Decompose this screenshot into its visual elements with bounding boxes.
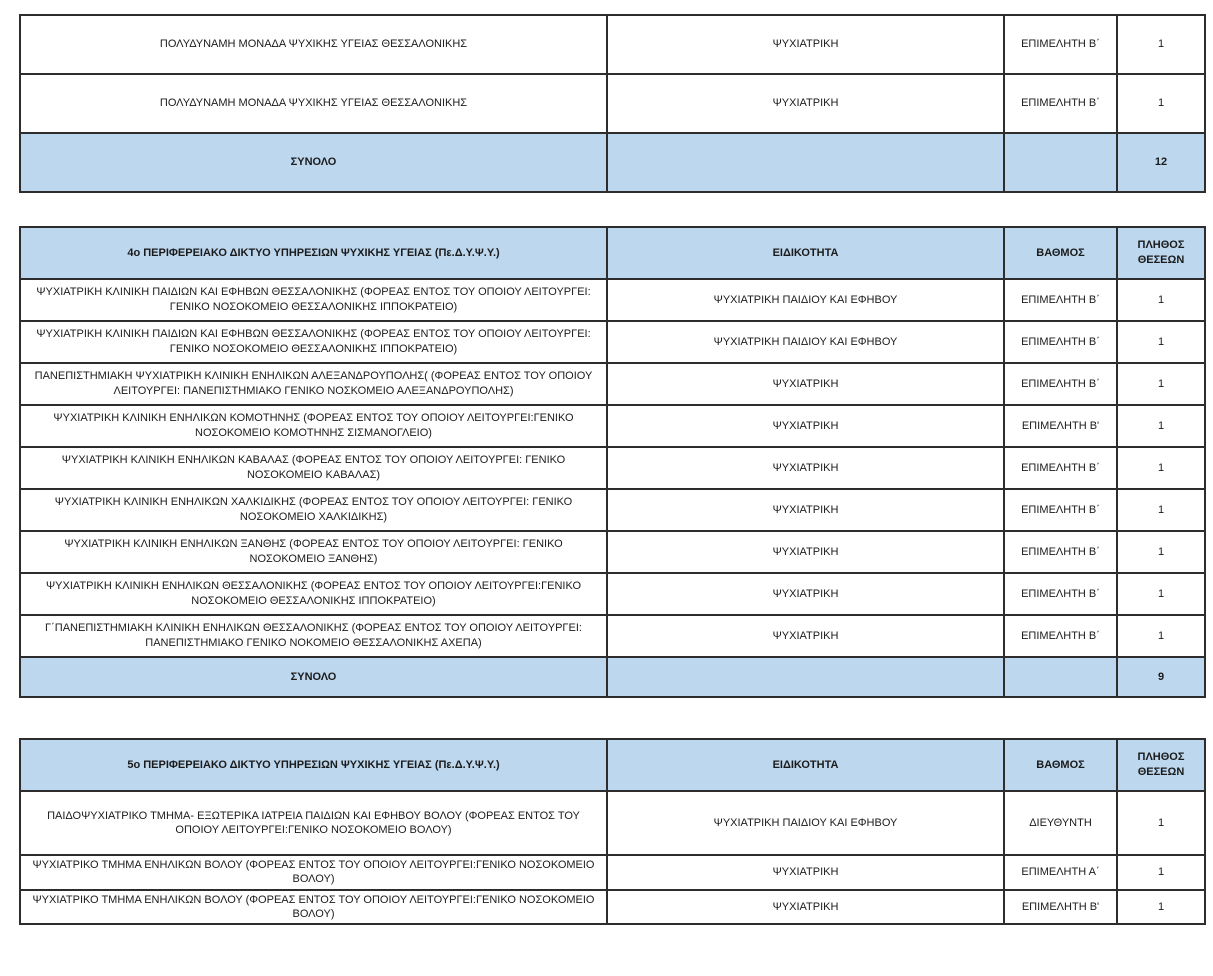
grade-cell: ΕΠΙΜΕΛΗΤΗ Α΄	[1004, 855, 1117, 890]
total-specialty-empty-cell	[607, 133, 1004, 192]
unit-cell: ΠΑΙΔΟΨΥΧΙΑΤΡΙΚΟ ΤΜΗΜΑ- ΕΞΩΤΕΡΙΚΑ ΙΑΤΡΕΙΑ ΠΑΙΔΙΩΝ ΚΑΙ ΕΦΗΒΟΥ ΒΟΛΟΥ (ΦΟΡΕΑΣ ΕΝΤΟΣ ΤΟΥ ΟΠΟΙΟΥ ΛΕΙΤΟΥΡΓΕΙ:ΓΕΝΙΚΟ ΝΟΣΟΚΟΜΕΙΟ ΒΟΛΟΥ)	[20, 791, 607, 855]
positions-cell: 1	[1117, 74, 1205, 133]
positions-cell: 1	[1117, 15, 1205, 74]
table-row	[20, 405, 1205, 447]
total-grade-empty-cell	[1004, 133, 1117, 192]
grade-cell: ΕΠΙΜΕΛΗΤΗ Β΄	[1004, 615, 1117, 657]
table-row	[20, 321, 1205, 363]
total-row	[20, 133, 1205, 192]
grade-cell: ΕΠΙΜΕΛΗΤΗ Β΄	[1004, 74, 1117, 133]
table-row	[20, 363, 1205, 405]
col-header-positions: ΠΛΗΘΟΣ ΘΕΣΕΩΝ	[1117, 739, 1205, 791]
col-header-positions: ΠΛΗΘΟΣ ΘΕΣΕΩΝ	[1117, 227, 1205, 279]
total-label-cell: ΣΥΝΟΛΟ	[20, 657, 607, 697]
network-title: 5ο ΠΕΡΙΦΕΡΕΙΑΚΟ ΔΙΚΤΥΟ ΥΠΗΡΕΣΙΩΝ ΨΥΧΙΚΗΣ ΥΓΕΙΑΣ (Πε.Δ.Υ.Ψ.Υ.)	[20, 739, 607, 791]
grade-cell: ΕΠΙΜΕΛΗΤΗ Β΄	[1004, 15, 1117, 74]
positions-cell: 1	[1117, 447, 1205, 489]
table-row	[20, 615, 1205, 657]
table-row	[20, 573, 1205, 615]
positions-cell: 1	[1117, 363, 1205, 405]
positions-cell: 1	[1117, 890, 1205, 925]
specialty-cell: ΨΥΧΙΑΤΡΙΚΗ ΠΑΙΔΙΟΥ ΚΑΙ ΕΦΗΒΟΥ	[607, 321, 1004, 363]
positions-cell: 1	[1117, 321, 1205, 363]
specialty-cell: ΨΥΧΙΑΤΡΙΚΗ	[607, 15, 1004, 74]
table-row	[20, 531, 1205, 573]
positions-cell: 1	[1117, 615, 1205, 657]
unit-cell: ΠΟΛΥΔΥΝΑΜΗ ΜΟΝΑΔΑ ΨΥΧΙΚΗΣ ΥΓΕΙΑΣ ΘΕΣΣΑΛΟΝΙΚΗΣ	[20, 15, 607, 74]
grade-cell: ΕΠΙΜΕΛΗΤΗ Β΄	[1004, 321, 1117, 363]
unit-cell: ΨΥΧΙΑΤΡΙΚΗ ΚΛΙΝΙΚΗ ΕΝΗΛΙΚΩΝ ΚΑΒΑΛΑΣ (ΦΟΡΕΑΣ ΕΝΤΟΣ ΤΟΥ ΟΠΟΙΟΥ ΛΕΙΤΟΥΡΓΕΙ: ΓΕΝΙΚΟ ΝΟΣΟΚΟΜΕΙΟ ΚΑΒΑΛΑΣ)	[20, 447, 607, 489]
specialty-cell: ΨΥΧΙΑΤΡΙΚΗ	[607, 890, 1004, 925]
grade-cell: ΕΠΙΜΕΛΗΤΗ Β΄	[1004, 447, 1117, 489]
unit-cell: ΨΥΧΙΑΤΡΙΚΗ ΚΛΙΝΙΚΗ ΕΝΗΛΙΚΩΝ ΚΟΜΟΤΗΝΗΣ (ΦΟΡΕΑΣ ΕΝΤΟΣ ΤΟΥ ΟΠΟΙΟΥ ΛΕΙΤΟΥΡΓΕΙ:ΓΕΝΙΚΟ ΝΟΣΟΚΟΜΕΙΟ ΚΟΜΟΤΗΝΗΣ ΣΙΣΜΑΝΟΓΛΕΙΟ)	[20, 405, 607, 447]
unit-cell: ΨΥΧΙΑΤΡΙΚΗ ΚΛΙΝΙΚΗ ΕΝΗΛΙΚΩΝ ΞΑΝΘΗΣ (ΦΟΡΕΑΣ ΕΝΤΟΣ ΤΟΥ ΟΠΟΙΟΥ ΛΕΙΤΟΥΡΓΕΙ: ΓΕΝΙΚΟ ΝΟΣΟΚΟΜΕΙΟ ΞΑΝΘΗΣ)	[20, 531, 607, 573]
col-header-grade: ΒΑΘΜΟΣ	[1004, 739, 1117, 791]
table-row	[20, 791, 1205, 855]
specialty-cell: ΨΥΧΙΑΤΡΙΚΗ ΠΑΙΔΙΟΥ ΚΑΙ ΕΦΗΒΟΥ	[607, 279, 1004, 321]
table-row	[20, 15, 1205, 74]
specialty-cell: ΨΥΧΙΑΤΡΙΚΗ	[607, 447, 1004, 489]
positions-cell: 1	[1117, 855, 1205, 890]
total-row	[20, 657, 1205, 697]
unit-cell: ΨΥΧΙΑΤΡΙΚΗ ΚΛΙΝΙΚΗ ΕΝΗΛΙΚΩΝ ΘΕΣΣΑΛΟΝΙΚΗΣ (ΦΟΡΕΑΣ ΕΝΤΟΣ ΤΟΥ ΟΠΟΙΟΥ ΛΕΙΤΟΥΡΓΕΙ:ΓΕΝΙΚΟ ΝΟΣΟΚΟΜΕΙΟ ΘΕΣΣΑΛΟΝΙΚΗΣ ΙΠΠΟΚΡΑΤΕΙΟ)	[20, 573, 607, 615]
specialty-cell: ΨΥΧΙΑΤΡΙΚΗ	[607, 405, 1004, 447]
col-header-grade: ΒΑΘΜΟΣ	[1004, 227, 1117, 279]
positions-cell: 1	[1117, 279, 1205, 321]
specialty-cell: ΨΥΧΙΑΤΡΙΚΗ ΠΑΙΔΙΟΥ ΚΑΙ ΕΦΗΒΟΥ	[607, 791, 1004, 855]
grade-cell: ΔΙΕΥΘΥΝΤΗ	[1004, 791, 1117, 855]
table-network-4	[19, 226, 1206, 698]
total-value-cell: 9	[1117, 657, 1205, 697]
positions-cell: 1	[1117, 489, 1205, 531]
network-title: 4ο ΠΕΡΙΦΕΡΕΙΑΚΟ ΔΙΚΤΥΟ ΥΠΗΡΕΣΙΩΝ ΨΥΧΙΚΗΣ ΥΓΕΙΑΣ (Πε.Δ.Υ.Ψ.Υ.)	[20, 227, 607, 279]
unit-cell: ΨΥΧΙΑΤΡΙΚΗ ΚΛΙΝΙΚΗ ΕΝΗΛΙΚΩΝ ΧΑΛΚΙΔΙΚΗΣ (ΦΟΡΕΑΣ ΕΝΤΟΣ ΤΟΥ ΟΠΟΙΟΥ ΛΕΙΤΟΥΡΓΕΙ: ΓΕΝΙΚΟ ΝΟΣΟΚΟΜΕΙΟ ΧΑΛΚΙΔΙΚΗΣ)	[20, 489, 607, 531]
table-row	[20, 890, 1205, 925]
unit-cell: ΠΟΛΥΔΥΝΑΜΗ ΜΟΝΑΔΑ ΨΥΧΙΚΗΣ ΥΓΕΙΑΣ ΘΕΣΣΑΛΟΝΙΚΗΣ	[20, 74, 607, 133]
specialty-cell: ΨΥΧΙΑΤΡΙΚΗ	[607, 531, 1004, 573]
unit-cell: ΠΑΝΕΠΙΣΤΗΜΙΑΚΗ ΨΥΧΙΑΤΡΙΚΗ ΚΛΙΝΙΚΗ ΕΝΗΛΙΚΩΝ ΑΛΕΞΑΝΔΡΟΥΠΟΛΗΣ( (ΦΟΡΕΑΣ ΕΝΤΟΣ ΤΟΥ ΟΠΟΙΟΥ ΛΕΙΤΟΥΡΓΕΙ: ΠΑΝΕΠΙΣΤΗΜΙΑΚΟ ΓΕΝΙΚΟ ΝΟΣΚΟΜΕΙΟ ΑΛΕΞΑΝΔΡΟΥΠΟΛΗΣ)	[20, 363, 607, 405]
total-label-cell: ΣΥΝΟΛΟ	[20, 133, 607, 192]
specialty-cell: ΨΥΧΙΑΤΡΙΚΗ	[607, 855, 1004, 890]
grade-cell: ΕΠΙΜΕΛΗΤΗ Β'	[1004, 405, 1117, 447]
unit-cell: Γ΄ΠΑΝΕΠΙΣΤΗΜΙΑΚΗ ΚΛΙΝΙΚΗ ΕΝΗΛΙΚΩΝ ΘΕΣΣΑΛΟΝΙΚΗΣ (ΦΟΡΕΑΣ ΕΝΤΟΣ ΤΟΥ ΟΠΟΙΟΥ ΛΕΙΤΟΥΡΓΕΙ: ΠΑΝΕΠΙΣΤΗΜΙΑΚΟ ΓΕΝΙΚΟ ΝΟΚΟΜΕΙΟ ΘΕΣΣΑΛΟΝΙΚΗΣ ΑΧΕΠΑ)	[20, 615, 607, 657]
specialty-cell: ΨΥΧΙΑΤΡΙΚΗ	[607, 74, 1004, 133]
grade-cell: ΕΠΙΜΕΛΗΤΗ Β΄	[1004, 573, 1117, 615]
specialty-cell: ΨΥΧΙΑΤΡΙΚΗ	[607, 615, 1004, 657]
positions-cell: 1	[1117, 405, 1205, 447]
table-row	[20, 855, 1205, 890]
table-network-3	[19, 14, 1206, 193]
table-row	[20, 279, 1205, 321]
col-header-specialty: ΕΙΔΙΚΟΤΗΤΑ	[607, 739, 1004, 791]
table-row	[20, 74, 1205, 133]
grade-cell: ΕΠΙΜΕΛΗΤΗ Β΄	[1004, 531, 1117, 573]
table-row	[20, 447, 1205, 489]
col-header-specialty: ΕΙΔΙΚΟΤΗΤΑ	[607, 227, 1004, 279]
positions-cell: 1	[1117, 531, 1205, 573]
unit-cell: ΨΥΧΙΑΤΡΙΚΗ ΚΛΙΝΙΚΗ ΠΑΙΔΙΩΝ ΚΑΙ ΕΦΗΒΩΝ ΘΕΣΣΑΛΟΝΙΚΗΣ (ΦΟΡΕΑΣ ΕΝΤΟΣ ΤΟΥ ΟΠΟΙΟΥ ΛΕΙΤΟΥΡΓΕΙ: ΓΕΝΙΚΟ ΝΟΣΟΚΟΜΕΙΟ ΘΕΣΣΑΛΟΝΙΚΗΣ ΙΠΠΟΚΡΑΤΕΙΟ)	[20, 321, 607, 363]
grade-cell: ΕΠΙΜΕΛΗΤΗ Β΄	[1004, 489, 1117, 531]
unit-cell: ΨΥΧΙΑΤΡΙΚΟ ΤΜΗΜΑ ΕΝΗΛΙΚΩΝ ΒΟΛΟΥ (ΦΟΡΕΑΣ ΕΝΤΟΣ ΤΟΥ ΟΠΟΙΟΥ ΛΕΙΤΟΥΡΓΕΙ:ΓΕΝΙΚΟ ΝΟΣΟΚΟΜΕΙΟ ΒΟΛΟΥ)	[20, 855, 607, 890]
total-specialty-empty-cell	[607, 657, 1004, 697]
specialty-cell: ΨΥΧΙΑΤΡΙΚΗ	[607, 363, 1004, 405]
header-row	[20, 227, 1205, 279]
positions-cell: 1	[1117, 573, 1205, 615]
total-value-cell: 12	[1117, 133, 1205, 192]
unit-cell: ΨΥΧΙΑΤΡΙΚΗ ΚΛΙΝΙΚΗ ΠΑΙΔΙΩΝ ΚΑΙ ΕΦΗΒΩΝ ΘΕΣΣΑΛΟΝΙΚΗΣ (ΦΟΡΕΑΣ ΕΝΤΟΣ ΤΟΥ ΟΠΟΙΟΥ ΛΕΙΤΟΥΡΓΕΙ: ΓΕΝΙΚΟ ΝΟΣΟΚΟΜΕΙΟ ΘΕΣΣΑΛΟΝΙΚΗΣ ΙΠΠΟΚΡΑΤΕΙΟ)	[20, 279, 607, 321]
unit-cell: ΨΥΧΙΑΤΡΙΚΟ ΤΜΗΜΑ ΕΝΗΛΙΚΩΝ ΒΟΛΟΥ (ΦΟΡΕΑΣ ΕΝΤΟΣ ΤΟΥ ΟΠΟΙΟΥ ΛΕΙΤΟΥΡΓΕΙ:ΓΕΝΙΚΟ ΝΟΣΟΚΟΜΕΙΟ ΒΟΛΟΥ)	[20, 890, 607, 925]
specialty-cell: ΨΥΧΙΑΤΡΙΚΗ	[607, 573, 1004, 615]
grade-cell: ΕΠΙΜΕΛΗΤΗ Β'	[1004, 890, 1117, 925]
header-row	[20, 739, 1205, 791]
positions-cell: 1	[1117, 791, 1205, 855]
table-network-5	[19, 738, 1206, 925]
specialty-cell: ΨΥΧΙΑΤΡΙΚΗ	[607, 489, 1004, 531]
table-row	[20, 489, 1205, 531]
total-grade-empty-cell	[1004, 657, 1117, 697]
grade-cell: ΕΠΙΜΕΛΗΤΗ Β΄	[1004, 279, 1117, 321]
grade-cell: ΕΠΙΜΕΛΗΤΗ Β΄	[1004, 363, 1117, 405]
